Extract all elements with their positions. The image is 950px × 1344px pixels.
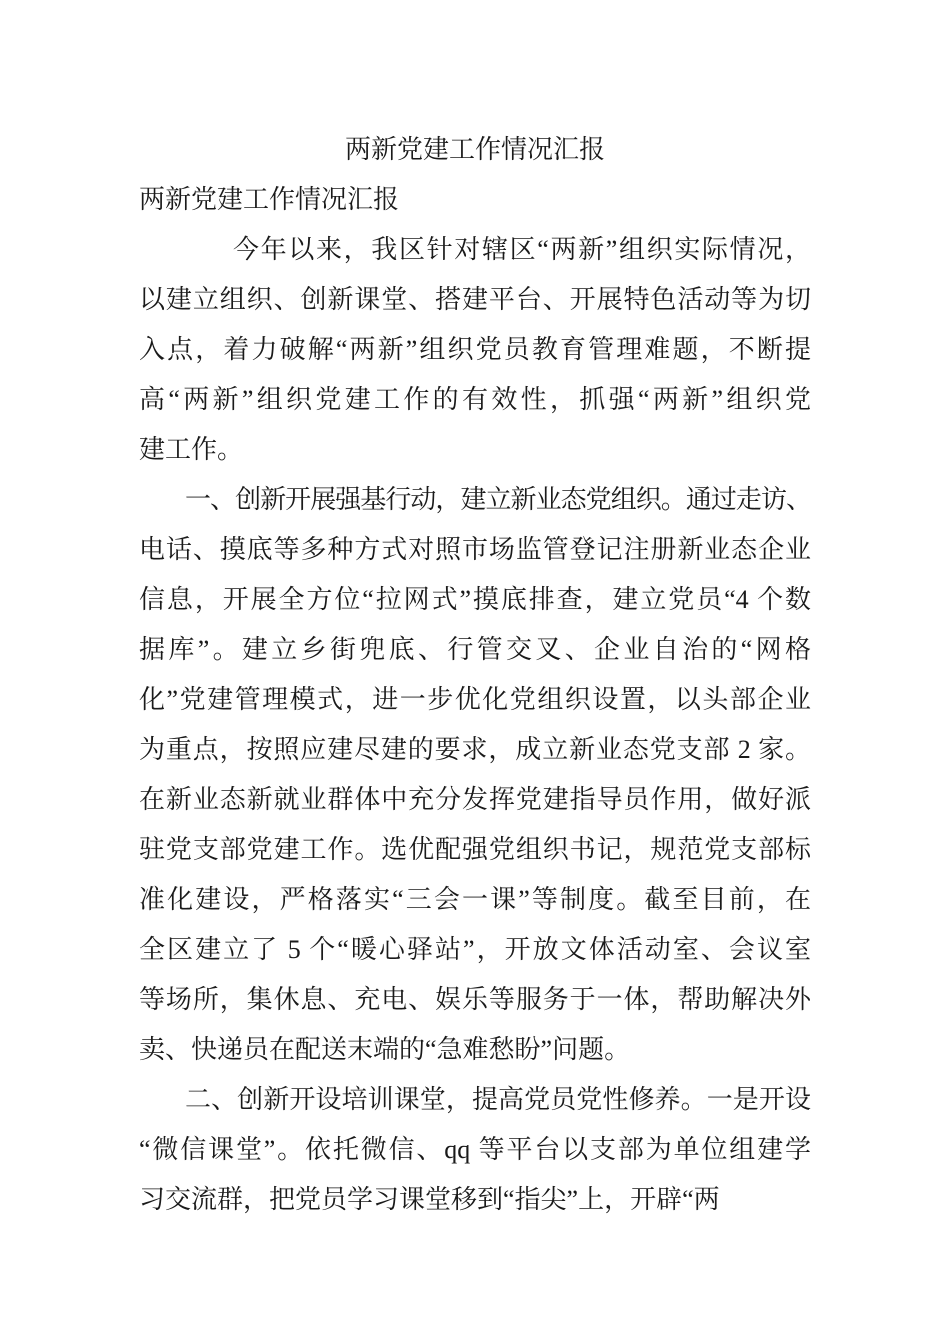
text-line: 化”党建管理模式，进一步优化党组织设置，以头部企业 [139,685,811,714]
document-subtitle: 两新党建工作情况汇报 [139,185,400,214]
text-line: 电话、摸底等多种方式对照市场监管登记注册新业态企业 [139,535,811,564]
text-line: 入点，着力破解“两新”组织党员教育管理难题，不断提 [139,335,811,364]
text-line: 在新业态新就业群体中充分发挥党建指导员作用，做好派 [139,785,811,814]
text-line: 以建立组织、创新课堂、搭建平台、开展特色活动等为切 [139,285,811,314]
text-line: 建工作。 [139,435,244,464]
text-line: 今年以来，我区针对辖区“两新”组织实际情况， [233,235,811,264]
text-line: “微信课堂”。依托微信、qq 等平台以支部为单位组建学 [139,1135,811,1164]
text-line: 准化建设，严格落实“三会一课”等制度。截至目前，在 [139,885,811,914]
document-content [139,125,811,1225]
document-title: 两新党建工作情况汇报 [344,135,605,164]
text-line: 为重点，按照应建尽建的要求，成立新业态党支部 2 家。 [139,735,811,764]
text-line: 高“两新”组织党建工作的有效性，抓强“两新”组织党 [139,385,811,414]
text-line: 二、创新开设培训课堂，提高党员党性修养。一是开设 [185,1085,811,1114]
text-line: 等场所，集休息、充电、娱乐等服务于一体，帮助解决外 [139,985,811,1014]
text-line: 卖、快递员在配送末端的“急难愁盼”问题。 [139,1035,631,1064]
text-line: 信息，开展全方位“拉网式”摸底排查，建立党员“4 个数 [139,585,811,614]
text-line: 全区建立了 5 个“暖心驿站”，开放文体活动室、会议室 [139,935,811,964]
text-line: 习交流群，把党员学习课堂移到“指尖”上，开辟“两 [139,1185,720,1214]
text-line: 一、创新开展强基行动，建立新业态党组织。通过走访、 [185,485,811,514]
text-line: 据库”。建立乡街兜底、行管交叉、企业自治的“网格 [139,635,811,664]
text-line: 驻党支部党建工作。选优配强党组织书记，规范党支部标 [139,835,811,864]
